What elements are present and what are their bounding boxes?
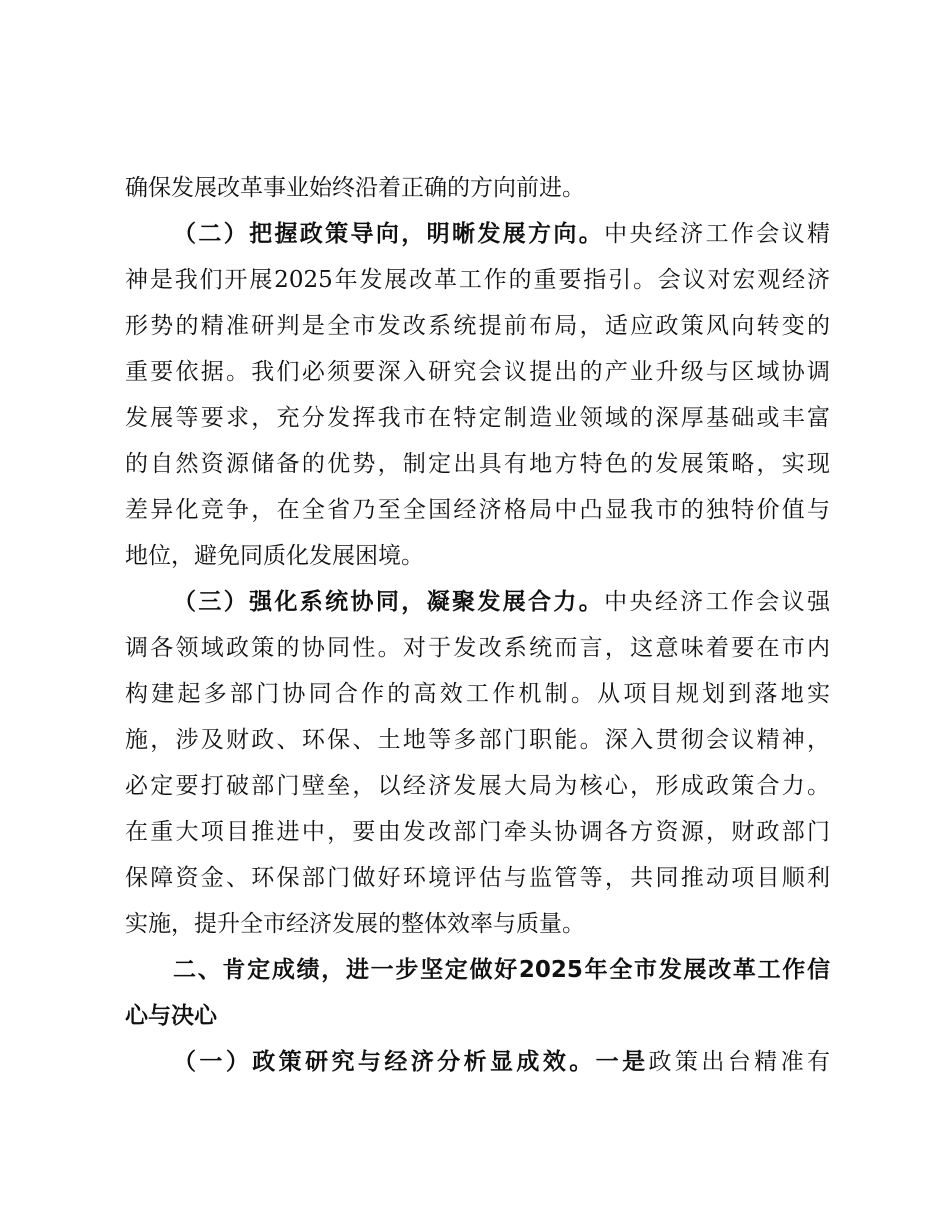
paragraph-line: 必定要打破部门壁垒，以经济发展大局为核心，形成政策合力。 [125, 773, 830, 799]
paragraph-line: 地位，避免同质化发展困境。 [125, 543, 424, 569]
paragraph-line: 神是我们开展2025年发展改革工作的重要指引。会议对宏观经济 [125, 267, 830, 293]
paragraph-line: 发展等要求，充分发挥我市在特定制造业领域的深厚基础或丰富 [125, 405, 830, 431]
paragraph-text: 中央经济工作会议精 [604, 221, 830, 247]
paragraph-text: 政策出台精准有 [648, 1049, 830, 1075]
subsection-heading: （二）把握政策导向，明晰发展方向。 [173, 220, 605, 247]
paragraph-line: 施，涉及财政、环保、土地等多部门职能。深入贯彻会议精神， [125, 727, 830, 753]
subsection-heading: （一）政策研究与经济分析显成效。 [173, 1048, 596, 1075]
paragraph-line [173, 211, 830, 257]
paragraph-line: 构建起多部门协同合作的高效工作机制。从项目规划到落地实 [125, 681, 830, 707]
section-heading: 二、肯定成绩，进一步坚定做好2025年全市发展改革工作信 [173, 957, 830, 983]
section-heading: 心与决心 [125, 1003, 217, 1029]
paragraph-line: 差异化竞争，在全省乃至全国经济格局中凸显我市的独特价值与 [125, 497, 830, 523]
paragraph-line: 在重大项目推进中，要由发改部门牵头协调各方资源，财政部门 [125, 819, 830, 845]
subsection-heading: （三）强化系统协同，凝聚发展合力。 [173, 588, 605, 615]
paragraph-line: 的自然资源储备的优势，制定出具有地方特色的发展策略，实现 [125, 451, 830, 477]
paragraph-line: 确保发展改革事业始终沿着正确的方向前进。 [125, 175, 585, 201]
paragraph-line [173, 579, 830, 625]
paragraph-line [173, 1039, 830, 1085]
paragraph-line: 实施，提升全市经济发展的整体效率与质量。 [125, 911, 585, 937]
lead-marker: 一是 [595, 1049, 649, 1075]
paragraph-line: 保障资金、环保部门做好环境评估与监管等，共同推动项目顺利 [125, 865, 830, 891]
paragraph-line: 调各领域政策的协同性。对于发改系统而言，这意味着要在市内 [125, 635, 830, 661]
paragraph-line: 形势的精准研判是全市发改系统提前布局，适应政策风向转变的 [125, 313, 830, 339]
paragraph-text: 中央经济工作会议强 [604, 589, 830, 615]
paragraph-line: 重要依据。我们必须要深入研究会议提出的产业升级与区域协调 [125, 359, 830, 385]
